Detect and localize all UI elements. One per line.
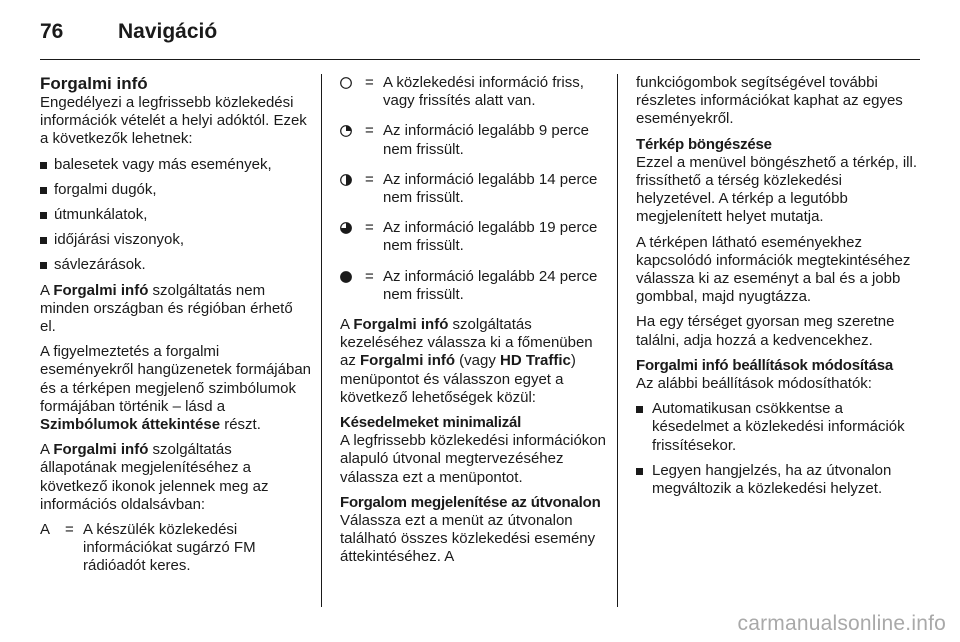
event-info-paragraph: A térképen látható eseményekhez kapcsolódó információk megtekintéséhez válassza ki az eseményt a bal és a jobb gombbal, majd nyugtázza. (636, 233, 911, 306)
status-icon-legend (340, 74, 608, 304)
legend-row-5 (340, 268, 608, 304)
legend-key-a: A (40, 521, 51, 539)
legend-text: Az információ legalább 9 perce nem frissült. (383, 122, 589, 158)
legend-key (340, 122, 365, 158)
page-header (40, 20, 217, 50)
legend-equals: = (365, 267, 374, 285)
list-item: Legyen hangjelzés, ha az útvonalon megváltozik a közlekedési helyzet. (636, 462, 922, 498)
square-bullet-icon (636, 406, 643, 413)
square-bullet-icon (636, 468, 643, 475)
list-item: útmunkálatok, (40, 206, 312, 224)
square-bullet-icon (40, 187, 47, 194)
traffic-age-clock-icon (340, 271, 352, 283)
favourites-paragraph: Ha egy térséget gyorsan meg szeretne találni, adja hozzá a kedvencekhez. (636, 313, 895, 349)
traffic-age-clock-icon (340, 125, 352, 137)
square-bullet-icon (40, 237, 47, 244)
continued-paragraph: funkciógombok segítségével további részletes információkat kaphat az egyes eseményekről. (636, 74, 903, 128)
legend-key (340, 219, 365, 255)
legend-equals: = (365, 74, 374, 91)
event-list (40, 156, 312, 275)
list-item: forgalmi dugók, (40, 181, 312, 199)
legend-equals: = (365, 219, 374, 237)
legend-key (340, 171, 365, 207)
column-divider-1 (321, 74, 322, 607)
status-paragraph: A Forgalmi infó szolgáltatás állapotának megjelenítéséhez a következő ikonok jelennek meg az információs oldalsávban: (40, 441, 269, 513)
legend-text: Az információ legalább 14 perce nem frissült. (383, 170, 598, 207)
column-3 (636, 74, 922, 505)
column-2 (340, 74, 608, 567)
option-title-minimize-delays: Késedelmeket minimalizál (340, 414, 522, 432)
square-bullet-icon (40, 212, 47, 219)
legend-equals: = (365, 122, 374, 140)
legend-text: Az információ legalább 19 perce nem frissült. (383, 219, 598, 255)
legend-row-3 (340, 171, 608, 207)
legend-row-a (40, 521, 312, 576)
legend-text: Az információ legalább 24 perce nem frissült. (383, 267, 598, 303)
list-item: Automatikusan csökkentse a késedelmet a közlekedési információk frissítésekor. (636, 400, 922, 455)
legend-text: A készülék közlekedési információkat sugárzó FM rádióadót keres. (83, 521, 256, 575)
traffic-age-clock-icon (340, 174, 352, 186)
settings-list (636, 400, 922, 498)
section-title-forgalmi-info: Forgalmi infó (40, 74, 148, 93)
watermark: carmanualsonline.info (737, 612, 946, 635)
legend-key (340, 268, 365, 304)
legend-equals: = (65, 521, 74, 539)
option-text-settings: Az alábbi beállítások módosíthatók: (636, 375, 872, 393)
option-title-settings: Forgalmi infó beállítások módosítása (636, 356, 894, 374)
legend-row-1 (340, 74, 608, 110)
availability-paragraph: A Forgalmi infó szolgáltatás nem minden országban és régióban érhető el. (40, 281, 293, 336)
option-title-browse-map: Térkép böngészése (636, 135, 772, 153)
page-title: Navigáció (118, 20, 218, 43)
legend-row-4 (340, 219, 608, 255)
square-bullet-icon (40, 262, 47, 269)
option-text-minimize-delays: A legfrissebb közlekedési információkon alapuló útvonal megtervezéséhez válassza ezt a menüpontot. (340, 432, 606, 486)
intro-paragraph: Engedélyezi a legfrissebb közlekedési információk vételét a helyi adóktól. Ezek a következők lehetnek: (40, 94, 307, 148)
column-1 (40, 74, 312, 588)
list-item: balesetek vagy más események, (40, 156, 312, 174)
legend-row-2 (340, 122, 608, 158)
page-number: 76 (40, 20, 64, 43)
usage-paragraph: A Forgalmi infó szolgáltatás kezeléséhez válassza ki a főmenüben az Forgalmi infó (vagy HD Traffic) menüpontot és válasszon egyet a következő lehetőségek közül: (340, 316, 593, 406)
traffic-age-clock-icon (340, 77, 352, 89)
column-divider-2 (617, 74, 618, 607)
option-text-browse-map: Ezzel a menüvel böngészhető a térkép, ill. frissíthető a térség közlekedési helyzetével. A térkép a legutóbb megjelenített helyet mutatja. (636, 153, 917, 226)
warning-paragraph: A figyelmeztetés a forgalmi eseményekről hangüzenetek formájában és a térképen megjelenő szimbólumok formájában történik – lásd a Szimbólumok áttekintése részt. (40, 343, 312, 434)
option-title-show-traffic: Forgalom megjelenítése az útvonalon (340, 493, 601, 511)
legend-key (340, 74, 365, 110)
option-text-show-traffic: Válassza ezt a menüt az útvonalon található összes közlekedési esemény áttekintéséhez. A (340, 512, 596, 566)
square-bullet-icon (40, 162, 47, 169)
traffic-age-clock-icon (340, 222, 352, 234)
header-rule (40, 59, 920, 60)
list-item: sávlezárások. (40, 256, 312, 274)
list-item: időjárási viszonyok, (40, 231, 312, 249)
legend-equals: = (365, 170, 374, 188)
legend-text: A közlekedési információ friss, vagy frissítés alatt van. (383, 74, 584, 110)
